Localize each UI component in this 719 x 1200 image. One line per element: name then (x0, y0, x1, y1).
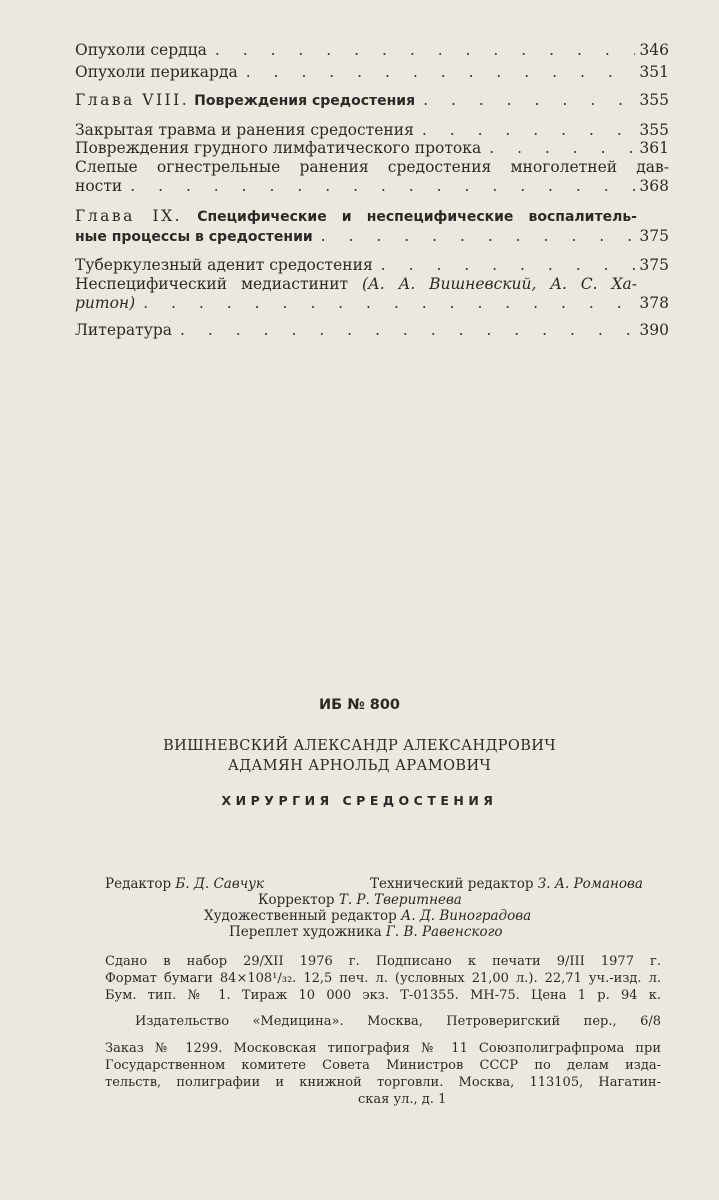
order-line: Заказ № 1299. Московская типография № 11 Союзполиграфпрома при (105, 1041, 661, 1056)
leader-dots (313, 227, 636, 246)
toc-entry-title-line: Слепые огнестрельные ранения средостения многолетней дав- (75, 158, 669, 176)
toc-entry-title-line (75, 275, 637, 294)
chapter-title: ные процессы в средостении (75, 229, 313, 245)
toc-entry-authors: (А. А. Вишневский, А. С. Ха- (362, 275, 637, 293)
toc-entry-blind-wounds (75, 158, 669, 196)
toc-page-number: 361 (639, 139, 669, 157)
print-data-line: Бум. тип. № 1. Тираж 10 000 экз. Т-01355. МН-75. Цена 1 р. 94 к. (105, 988, 661, 1003)
credit-person: А. Д. Виноградова (401, 908, 532, 924)
publisher (135, 1013, 661, 1030)
leader-dots (414, 121, 636, 140)
toc-entry-literature (75, 321, 669, 340)
toc-page-number: 351 (639, 63, 669, 81)
toc-chapter-8 (75, 91, 669, 111)
toc-entry-title: Неспецифический медиастинит (75, 275, 349, 293)
order-line: Государственном комитете Совета Министров СССР по делам изда- (105, 1058, 661, 1073)
toc-entry-authors: ритон) (75, 294, 136, 312)
toc-entry-title-line (75, 294, 135, 313)
toc-entry-title-line: ности (75, 177, 123, 195)
toc-page-number: 355 (639, 121, 669, 139)
order-line: тельств, полиграфии и книжной торговли. Москва, 113105, Нагатин- (105, 1075, 661, 1090)
toc-entry-title: Туберкулезный аденит средостения (75, 256, 373, 274)
credit-person: Г. В. Равенского (385, 924, 503, 940)
order-line: ская ул., д. 1 (358, 1092, 447, 1107)
leader-dots (122, 177, 635, 196)
credit-tech-editor (370, 876, 643, 892)
toc-entry-lymph-duct (75, 139, 669, 158)
print-data-line: Сдано в набор 29/XII 1976 г. Подписано к печати 9/III 1977 г. (105, 954, 661, 969)
credit-role: Переплет художника (229, 924, 382, 940)
leader-dots (172, 321, 635, 340)
credit-role: Технический редактор (370, 876, 534, 892)
book-title: ХИРУРГИЯ СРЕДОСТЕНИЯ (221, 793, 498, 808)
credit-person: З. А. Романова (537, 876, 643, 892)
leader-dots (135, 294, 635, 313)
publisher-line: Издательство «Медицина». Москва, Петроверигский пер., 6/8 (135, 1014, 661, 1029)
credit-role: Художественный редактор (204, 908, 397, 924)
author-name: ВИШНЕВСКИЙ АЛЕКСАНДР АЛЕКСАНДРОВИЧ (163, 738, 556, 754)
print-data (105, 953, 661, 1004)
credit-role: Корректор (258, 892, 335, 908)
credit-cover-artist (229, 924, 503, 940)
credit-editor (105, 876, 264, 892)
credit-art-editor (204, 908, 531, 924)
toc-page-number: 378 (639, 294, 669, 312)
toc-entry-closed-trauma (75, 121, 669, 140)
credit-person: Б. Д. Савчук (175, 876, 264, 892)
leader-dots (207, 41, 636, 60)
toc-entry-title: Опухоли сердца (75, 41, 207, 59)
toc-entry-heart-tumors (75, 41, 669, 60)
ib-number: ИБ № 800 (319, 697, 400, 713)
credit-proofreader (258, 892, 462, 908)
toc-entry-title: Закрытая травма и ранения средостения (75, 121, 414, 139)
leader-dots (481, 139, 635, 158)
toc-entry-title: Повреждения грудного лимфатического протока (75, 139, 482, 157)
chapter-title-line (75, 207, 637, 227)
toc-chapter-9 (75, 207, 669, 247)
leader-dots (373, 256, 636, 275)
chapter-title: Специфические и неспецифические воспалитель- (197, 209, 637, 225)
leader-dots (415, 91, 635, 110)
toc-page-number: 368 (639, 177, 669, 195)
order-info (105, 1040, 661, 1108)
toc-page-number: 355 (639, 91, 669, 109)
credit-person: Т. Р. Тверитнева (338, 892, 462, 908)
leader-dots (238, 63, 636, 82)
credit-role: Редактор (105, 876, 172, 892)
toc-page-number: 346 (639, 41, 669, 59)
toc-page-number: 375 (639, 227, 669, 245)
toc-page-number: 390 (639, 321, 669, 339)
chapter-label: Глава IX. (75, 207, 183, 225)
toc-entry-title: Опухоли перикарда (75, 63, 238, 81)
toc-entry-mediastinitis (75, 275, 669, 313)
toc-entry-pericardium-tumors (75, 63, 669, 82)
chapter-label: Глава VIII. (75, 91, 190, 109)
author-name: АДАМЯН АРНОЛЬД АРАМОВИЧ (227, 758, 492, 774)
toc-entry-tuberculous (75, 256, 669, 275)
toc-page-number: 375 (639, 256, 669, 274)
toc-entry-title: Литература (75, 321, 173, 339)
chapter-title: Повреждения средостения (194, 93, 416, 109)
print-data-line: Формат бумаги 84×108¹/₃₂. 12,5 печ. л. (условных 21,00 л.). 22,71 уч.-изд. л. (105, 971, 661, 986)
